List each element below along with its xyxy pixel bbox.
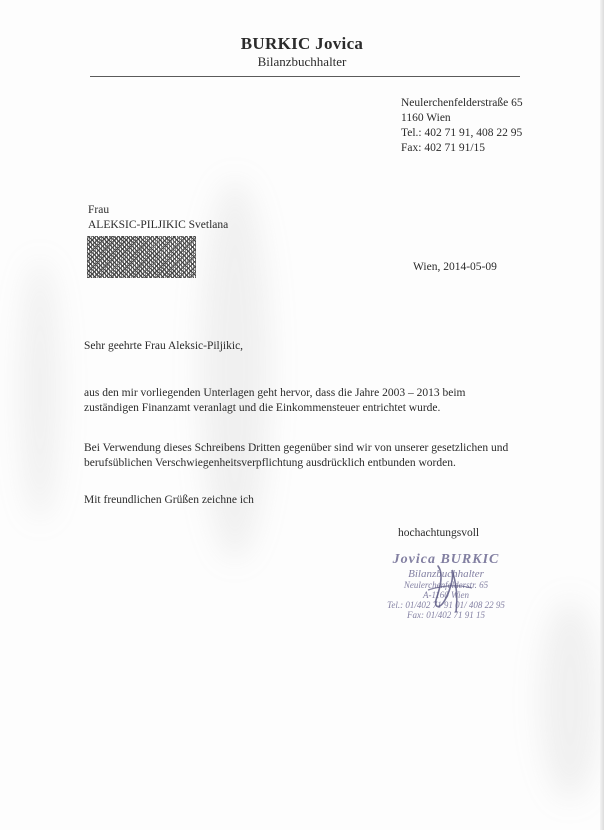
- scan-smudge: [20, 260, 60, 520]
- closing: Mit freundlichen Grüßen zeichne ich: [84, 494, 254, 506]
- sender-street: Neulerchenfelderstraße 65: [401, 97, 523, 109]
- salutation: Sehr geehrte Frau Aleksic-Piljikic,: [84, 340, 244, 352]
- body-line: aus den mir vorliegenden Unterlagen geht hervor, dass die Jahre 2003 – 2013 beim: [84, 387, 466, 399]
- stamp-name: Jovica BURKIC: [392, 552, 500, 567]
- recipient-name: ALEKSIC-PILJIKIC Svetlana: [88, 219, 229, 231]
- sender-tel: Tel.: 402 71 91, 408 22 95: [401, 127, 523, 139]
- company-stamp: [366, 552, 526, 620]
- sender-address: [401, 96, 523, 156]
- regards: hochachtungsvoll: [398, 527, 480, 539]
- sender-fax: Fax: 402 71 91/15: [401, 142, 486, 154]
- stamp-street: Neulerchenfelderstr. 65: [403, 580, 489, 590]
- scan-edge: [600, 0, 604, 830]
- body-line: zuständigen Finanzamt veranlagt und die Einkommensteuer entrichtet wurde.: [84, 402, 441, 414]
- stamp-title: Bilanzbuchhalter: [408, 568, 484, 580]
- body-line: Bei Verwendung dieses Schreibens Dritten gegenüber sind wir von unserer gesetzlichen und: [84, 442, 509, 454]
- letter-date: Wien, 2014-05-09: [413, 261, 497, 273]
- redacted-address: [87, 236, 196, 278]
- body-paragraph-2: [84, 441, 534, 471]
- stamp-tel: Tel.: 01/402 71 91 01/ 408 22 95: [387, 600, 505, 610]
- letterhead-name: BURKIC Jovica: [240, 34, 364, 53]
- recipient-address: [88, 203, 228, 233]
- body-line: berufsüblichen Verschwiegenheitsverpflichtung ausdrücklich entbunden worden.: [84, 457, 456, 469]
- body-paragraph-1: [84, 386, 534, 416]
- letterhead-profession: Bilanzbuchhalter: [257, 54, 347, 69]
- letterhead-divider: [90, 76, 520, 77]
- sender-city: 1160 Wien: [401, 112, 451, 124]
- scan-smudge: [540, 600, 600, 800]
- stamp-city: A-1160 Wien: [422, 590, 470, 600]
- recipient-title: Frau: [88, 204, 110, 216]
- stamp-fax: Fax: 01/402 71 91 15: [407, 610, 485, 620]
